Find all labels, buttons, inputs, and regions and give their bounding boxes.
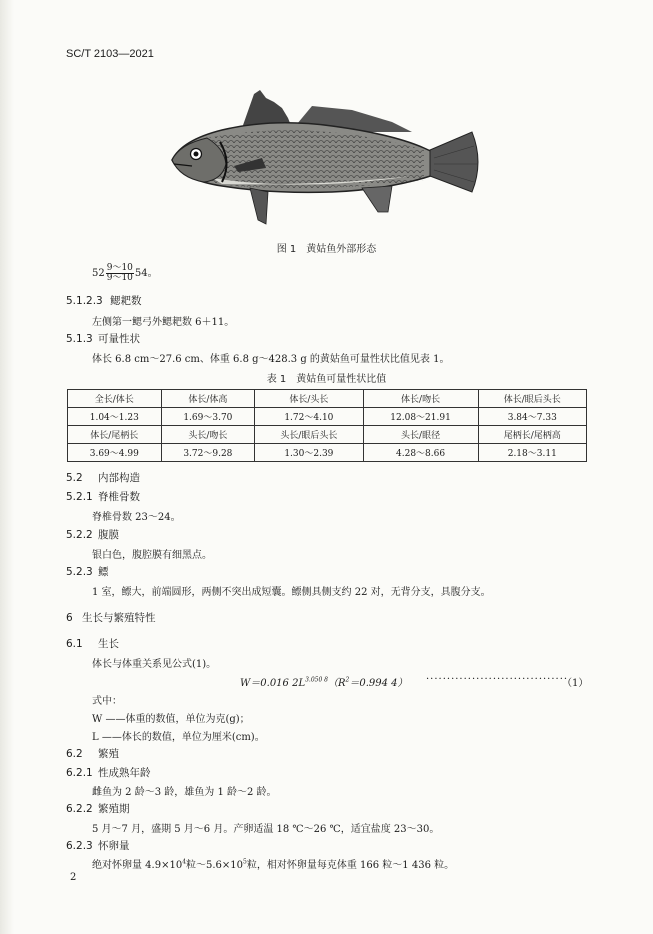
page-number: 2 bbox=[70, 872, 77, 883]
fish-drawing bbox=[162, 88, 492, 233]
table-cell: 2.18～3.11 bbox=[478, 444, 586, 462]
table-cell: 1.04～1.23 bbox=[68, 408, 162, 426]
heading-5-2: 5.2 内部构造 bbox=[66, 472, 140, 484]
formula-where: 式中： bbox=[92, 696, 122, 707]
formula-number: （1） bbox=[562, 678, 589, 689]
scale-fraction: $\frac{9\sim 10}{9\sim 10}$ bbox=[106, 263, 133, 283]
paragraph-gill-rakers: 左侧第一鳃弓外鳃耙数 6＋11。 bbox=[92, 317, 235, 328]
length-weight-formula: W＝0.016 $2L^{3.050 8}(R^2=0.994$ 4） bbox=[240, 676, 408, 689]
table-cell: 体长/头长 bbox=[255, 390, 363, 408]
heading-6-2-2: 6.2.2 繁殖期 bbox=[66, 803, 130, 815]
variable-l: L ——体长的数值，单位为厘米(cm)。 bbox=[92, 732, 265, 743]
table-cell: 体长/体高 bbox=[161, 390, 255, 408]
heading-6: 6 生长与繁殖特性 bbox=[66, 612, 156, 624]
paragraph-fecundity: 绝对怀卵量 $4.9\times 10^4$粒$\sim 5.6\times 10^5$粒，相对怀卵量每克体重 166 粒～1 436 粒。 bbox=[92, 858, 455, 871]
table-cell: 体长/吻长 bbox=[363, 390, 478, 408]
table-measurable-ratios bbox=[67, 389, 587, 462]
table-cell: 12.08～21.91 bbox=[363, 408, 478, 426]
heading-5-2-2: 5.2.2 腹膜 bbox=[66, 529, 119, 541]
table-row bbox=[68, 426, 587, 444]
standard-number: SC/T 2103—2021 bbox=[66, 48, 154, 60]
paragraph-measurable-traits: 体长 6.8 cm～27.6 cm、体重 6.8 g～428.3 g 的黄姑鱼可量性状比值见表 1。 bbox=[92, 354, 450, 365]
table-row bbox=[68, 390, 587, 408]
table-cell: 尾柄长/尾柄高 bbox=[478, 426, 586, 444]
heading-5-1-3: 5.1.3 可量性状 bbox=[66, 333, 140, 345]
figure-caption: 图 1 黄姑鱼外部形态 bbox=[276, 244, 377, 255]
table-cell: 1.72～4.10 bbox=[255, 408, 363, 426]
paragraph-peritoneum: 银白色，腹腔膜有细黑点。 bbox=[92, 550, 212, 561]
table-cell: 1.30～2.39 bbox=[255, 444, 363, 462]
paragraph-spawning-period: 5 月～7 月，盛期 5 月～6 月。产卵适温 18 ℃～26 ℃，适宜盐度 23～30。 bbox=[92, 824, 440, 835]
heading-6-2-1: 6.2.1 性成熟年龄 bbox=[66, 767, 151, 779]
heading-5-2-3: 5.2.3 鳔 bbox=[66, 566, 109, 578]
heading-5-2-1: 5.2.1 脊椎骨数 bbox=[66, 491, 140, 503]
table-cell: 头长/吻长 bbox=[161, 426, 255, 444]
table-cell: 头长/眼后头长 bbox=[255, 426, 363, 444]
table-cell: 1.69～3.70 bbox=[161, 408, 255, 426]
scale-count-formula: 52 $\frac{9\sim 10}{9\sim 10}$ 54。 bbox=[92, 263, 158, 283]
paragraph-maturity-age: 雌鱼为 2 龄～3 龄，雄鱼为 1 龄～2 龄。 bbox=[92, 787, 277, 798]
table-cell: 3.72～9.28 bbox=[161, 444, 255, 462]
formula-leader-dots: ·································· bbox=[426, 674, 569, 685]
table-cell: 全长/体长 bbox=[68, 390, 162, 408]
heading-5-1-2-3: 5.1.2.3 鳃耙数 bbox=[66, 295, 142, 307]
table-row bbox=[68, 444, 587, 462]
table-cell: 体长/眼后头长 bbox=[478, 390, 586, 408]
table-cell: 3.84～7.33 bbox=[478, 408, 586, 426]
table-row bbox=[68, 408, 587, 426]
caudal-fin bbox=[430, 132, 478, 192]
table-caption: 表 1 黄姑鱼可量性状比值 bbox=[266, 374, 387, 385]
heading-6-2: 6.2 繁殖 bbox=[66, 748, 119, 760]
table-cell: 体长/尾柄长 bbox=[68, 426, 162, 444]
anal-fin bbox=[362, 186, 392, 212]
pelvic-fin bbox=[250, 188, 268, 224]
paragraph-swim-bladder: 1 室，鳔大，前端圆形，两侧不突出成短囊。鳔侧具侧支约 22 对，无背分支，具腹分支。 bbox=[92, 587, 491, 598]
heading-6-1: 6.1 生长 bbox=[66, 638, 119, 650]
fish-illustration bbox=[162, 88, 492, 237]
heading-6-2-3: 6.2.3 怀卵量 bbox=[66, 840, 130, 852]
page-binding-shadow bbox=[0, 0, 14, 934]
table-cell: 3.69～4.99 bbox=[68, 444, 162, 462]
variable-w: W ——体重的数值，单位为克(g)； bbox=[92, 714, 250, 725]
paragraph-growth: 体长与体重关系见公式(1)。 bbox=[92, 659, 217, 670]
table-cell: 4.28～8.66 bbox=[363, 444, 478, 462]
table-cell: 头长/眼径 bbox=[363, 426, 478, 444]
paragraph-vertebrae: 脊椎骨数 23～24。 bbox=[92, 512, 181, 523]
